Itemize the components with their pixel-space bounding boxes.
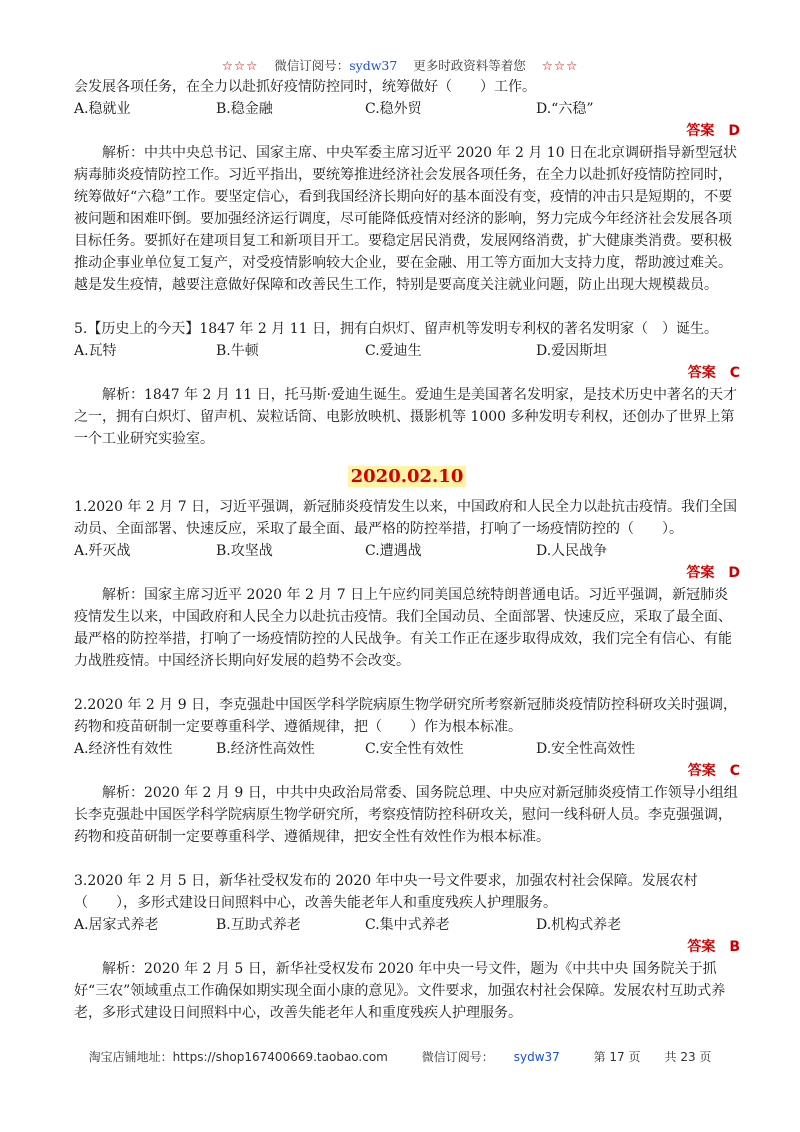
option: A.经济性有效性 (74, 741, 173, 757)
question-4-options (74, 98, 740, 120)
option: A.歼灭战 (74, 543, 131, 559)
option: C.安全性有效性 (365, 741, 464, 757)
answer-label: 答案 C (687, 763, 740, 779)
answer-label: 答案 B (687, 939, 740, 955)
option: B.稳金融 (216, 101, 273, 117)
option: D.爱因斯坦 (536, 343, 608, 359)
option: A.居家式养老 (74, 917, 159, 933)
option: C.遭遇战 (365, 543, 422, 559)
question-3: 3.2020 年 2 月 5 日，新华社受权发布的 2020 年中央一号文件要求，加强农村社会保障。发展农村（ ），多形式建设日间照料中心，改善失能老年人和重度残疾人护理服务。 (74, 873, 698, 911)
option: D.机构式养老 (536, 917, 622, 933)
page-footer (0, 1048, 800, 1065)
question-4-continued: 会发展各项任务，在全力以赴抓好疫情防控同时，统筹做好（ ）工作。 (74, 79, 536, 95)
analysis-text: 解析：国家主席习近平 2020 年 2 月 7 日上午应约同美国总统特朗普通电话。习近平强调，新冠肺炎疫情发生以来，中国政府和人民全力以赴抗击疫情。我们全国动员、全面部署、快速反应，采取了最全面、最严格的防控举措，打响了一场疫情防控的人民战争。有关工作正在逐步取得成效，我们完全有信心、有能力战胜疫情。中国经济长期向好发展的趋势不会改变。 (74, 587, 732, 669)
analysis-text: 解析：1847 年 2 月 11 日，托马斯·爱迪生诞生。爱迪生是美国著名发明家，是技术历史中著名的天才之一，拥有白炽灯、留声机、炭粒话筒、电影放映机、摄影机等 1000 多种发明专利权，还创办了世界上第一个工业研究实验室。 (74, 387, 738, 447)
wechat-account: sydw37 (349, 58, 398, 73)
option: B.牛顿 (216, 343, 259, 359)
option: A.稳就业 (74, 101, 131, 117)
page-number: 第 17 页 共 23 页 (593, 1050, 712, 1064)
question-1-options (74, 540, 740, 562)
shop-address: 淘宝店铺地址：https://shop167400669.taobao.com (88, 1050, 388, 1064)
answer-label: 答案 D (686, 123, 740, 139)
page-header (0, 56, 800, 74)
option: D.安全性高效性 (536, 741, 636, 757)
stars-right: ☆☆☆ (541, 58, 579, 73)
question-5: 5.【历史上的今天】1847 年 2 月 11 日，拥有白炽灯、留声机等发明专利权的著名发明家（ ）诞生。 (74, 321, 718, 337)
analysis-text: 解析：2020 年 2 月 5 日，新华社受权发布 2020 年中央一号文件，题为《中共中央 国务院关于抓好“三农”领域重点工作确保如期实现全面小康的意见》。文件要求，加强农村社会保障。发展农村互助式养老，多形式建设日间照料中心，改善失能老年人和重度残疾人护理服务。 (74, 961, 726, 1021)
document-body (74, 76, 740, 1024)
question-2: 2.2020 年 2 月 9 日，李克强赴中国医学科学院病原生物学研究所考察新冠肺炎疫情防控科研攻关时强调，药物和疫苗研制一定要尊重科学、遵循规律，把（ ）作为根本标准。 (74, 697, 738, 735)
question-2-options (74, 738, 740, 760)
option: B.经济性高效性 (216, 741, 315, 757)
option: C.爱迪生 (365, 343, 422, 359)
question-3-options (74, 914, 740, 936)
option: C.集中式养老 (365, 917, 450, 933)
answer-label: 答案 C (687, 365, 740, 381)
option: D.“六稳” (536, 101, 594, 117)
option: D.人民战争 (536, 543, 608, 559)
option: B.攻坚战 (216, 543, 273, 559)
footer-wechat-account: sydw37 (513, 1050, 560, 1064)
analysis-text: 解析：中共中央总书记、国家主席、中央军委主席习近平 2020 年 2 月 10 日在北京调研指导新型冠状病毒肺炎疫情防控工作。习近平指出，要统筹推进经济社会发展各项任务，在全力以赴抓好疫情防控同时，统筹做好“六稳”工作。要坚定信心，看到我国经济长期向好的基本面没有变，疫情的冲击只是短期的，不要被问题和困难吓倒。要加强经济运行调度，尽可能降低疫情对经济的影响，努力完成今年经济社会发展各项目标任务。要抓好在建项目复工和新项目开工。要稳定居民消费，发展网络消费，扩大健康类消费。要积极推动企事业单位复工复产，对受疫情影响较大企业，要在金融、用工等方面加大支持力度，帮助渡过难关。越是发生疫情，越要注意做好保障和改善民生工作，特别是要高度关注就业问题，防止出现大规模裁员。 (74, 145, 738, 293)
option: A.瓦特 (74, 343, 117, 359)
question-1: 1.2020 年 2 月 7 日，习近平强调，新冠肺炎疫情发生以来，中国政府和人民全力以赴抗击疫情。我们全国动员、全面部署、快速反应，采取了最全面、最严格的防控举措，打响了一场疫情防控的（ ）。 (74, 499, 738, 537)
question-5-options (74, 340, 740, 362)
wechat-label: 微信订阅号： (274, 58, 350, 73)
header-slogan: 更多时政资料等着您 (413, 58, 526, 73)
answer-label: 答案 D (686, 565, 740, 581)
option: C.稳外贸 (365, 101, 422, 117)
date-heading: 2020.02.10 (74, 466, 740, 488)
option: B.互助式养老 (216, 917, 301, 933)
footer-wechat-label: 微信订阅号： (421, 1050, 494, 1064)
analysis-text: 解析：2020 年 2 月 9 日，中共中央政治局常委、国务院总理、中央应对新冠肺炎疫情工作领导小组组长李克强赴中国医学科学院病原生物学研究所，考察疫情防控科研攻关，慰问一线科研人员。李克强强调，药物和疫苗研制一定要尊重科学、遵循规律，把安全性有效性作为根本标准。 (74, 785, 738, 845)
stars-left: ☆☆☆ (221, 58, 259, 73)
